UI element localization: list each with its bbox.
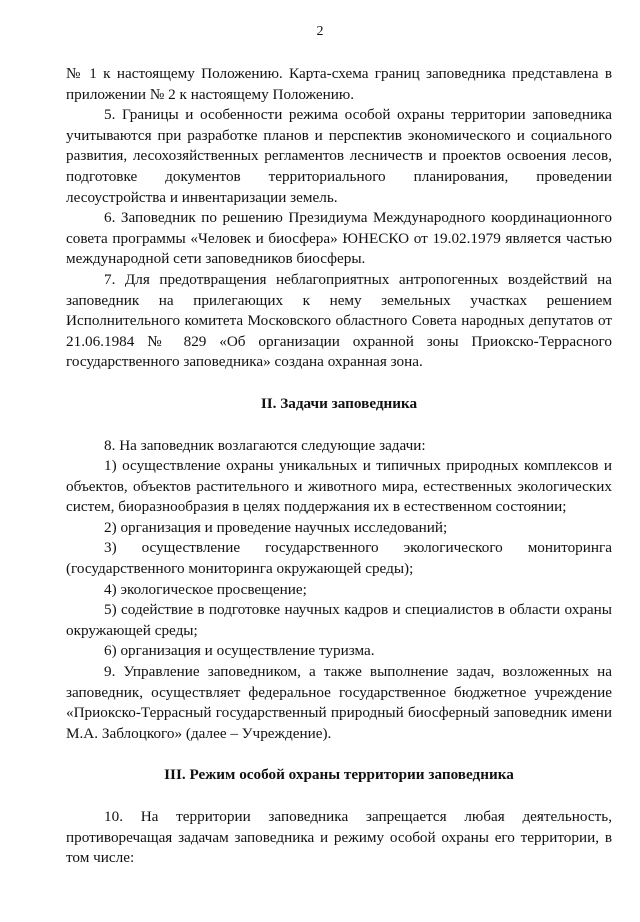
paragraph-continuation: № 1 к настоящему Положению. Карта-схема границ заповедника представлена в приложении № 2 к настоящему Положению. (66, 65, 612, 103)
paragraph-10: 10. На территории заповедника запрещается любая деятельность, противоречащая задачам заповедника и режиму особой охраны его территории, в том числе: (66, 808, 612, 867)
section-heading-tasks: II. Задачи заповедника (260, 394, 418, 412)
page-number: 2 (316, 24, 324, 39)
task-item-3: 3) осуществление государственного экологического мониторинга (государственного мониторинга окружающей среды); (66, 539, 612, 578)
task-item-1: 1) осуществление охраны уникальных и типичных природных комплексов и объектов, объектов растительного и животного мира, естественных экологических систем, биоразнообразия в целях поддержания их в естественном состоянии; (66, 457, 612, 516)
paragraph-8: 8. На заповедник возлагаются следующие задачи: (104, 436, 426, 454)
document-body (66, 64, 612, 869)
section-heading-protection-regime: III. Режим особой охраны территории заповедника (164, 766, 514, 784)
task-item-6: 6) организация и осуществление туризма. (104, 642, 375, 660)
task-item-4: 4) экологическое просвещение; (104, 580, 307, 598)
paragraph-6: 6. Заповедник по решению Президиума Международного координационного совета программы «Человек и биосфера» ЮНЕСКО от 19.02.1979 является частью международной сети заповедников биосферы. (66, 209, 612, 268)
paragraph-7: 7. Для предотвращения неблагоприятных антропогенных воздействий на заповедник на прилегающих к нему земельных участках решением Исполнительного комитета Московского областного Совета народных депутатов от 21.06.1984 № 829 «Об организации охранной зоны Приокско-Террасного государственного заповедника» создана охранная зона. (66, 270, 612, 371)
task-item-2: 2) организация и проведение научных исследований; (104, 518, 448, 536)
task-item-5: 5) содействие в подготовке научных кадров и специалистов в области охраны окружающей среды; (66, 601, 612, 639)
paragraph-5: 5. Границы и особенности режима особой охраны территории заповедника учитываются при разработке планов и перспектив экономического и социального развития, лесохозяйственных регламентов лесничеств и проектов освоения лесов, подготовке документов территориального планирования, проведении лесоустройства и инвентаризации земель. (66, 106, 612, 206)
paragraph-9: 9. Управление заповедником, а также выполнение задач, возложенных на заповедник, осуществляет федеральное государственное бюджетное учреждение «Приокско-Террасный государственный природный биосферный заповедник имени М.А. Заблоцкого» (далее – Учреждение). (66, 663, 612, 742)
